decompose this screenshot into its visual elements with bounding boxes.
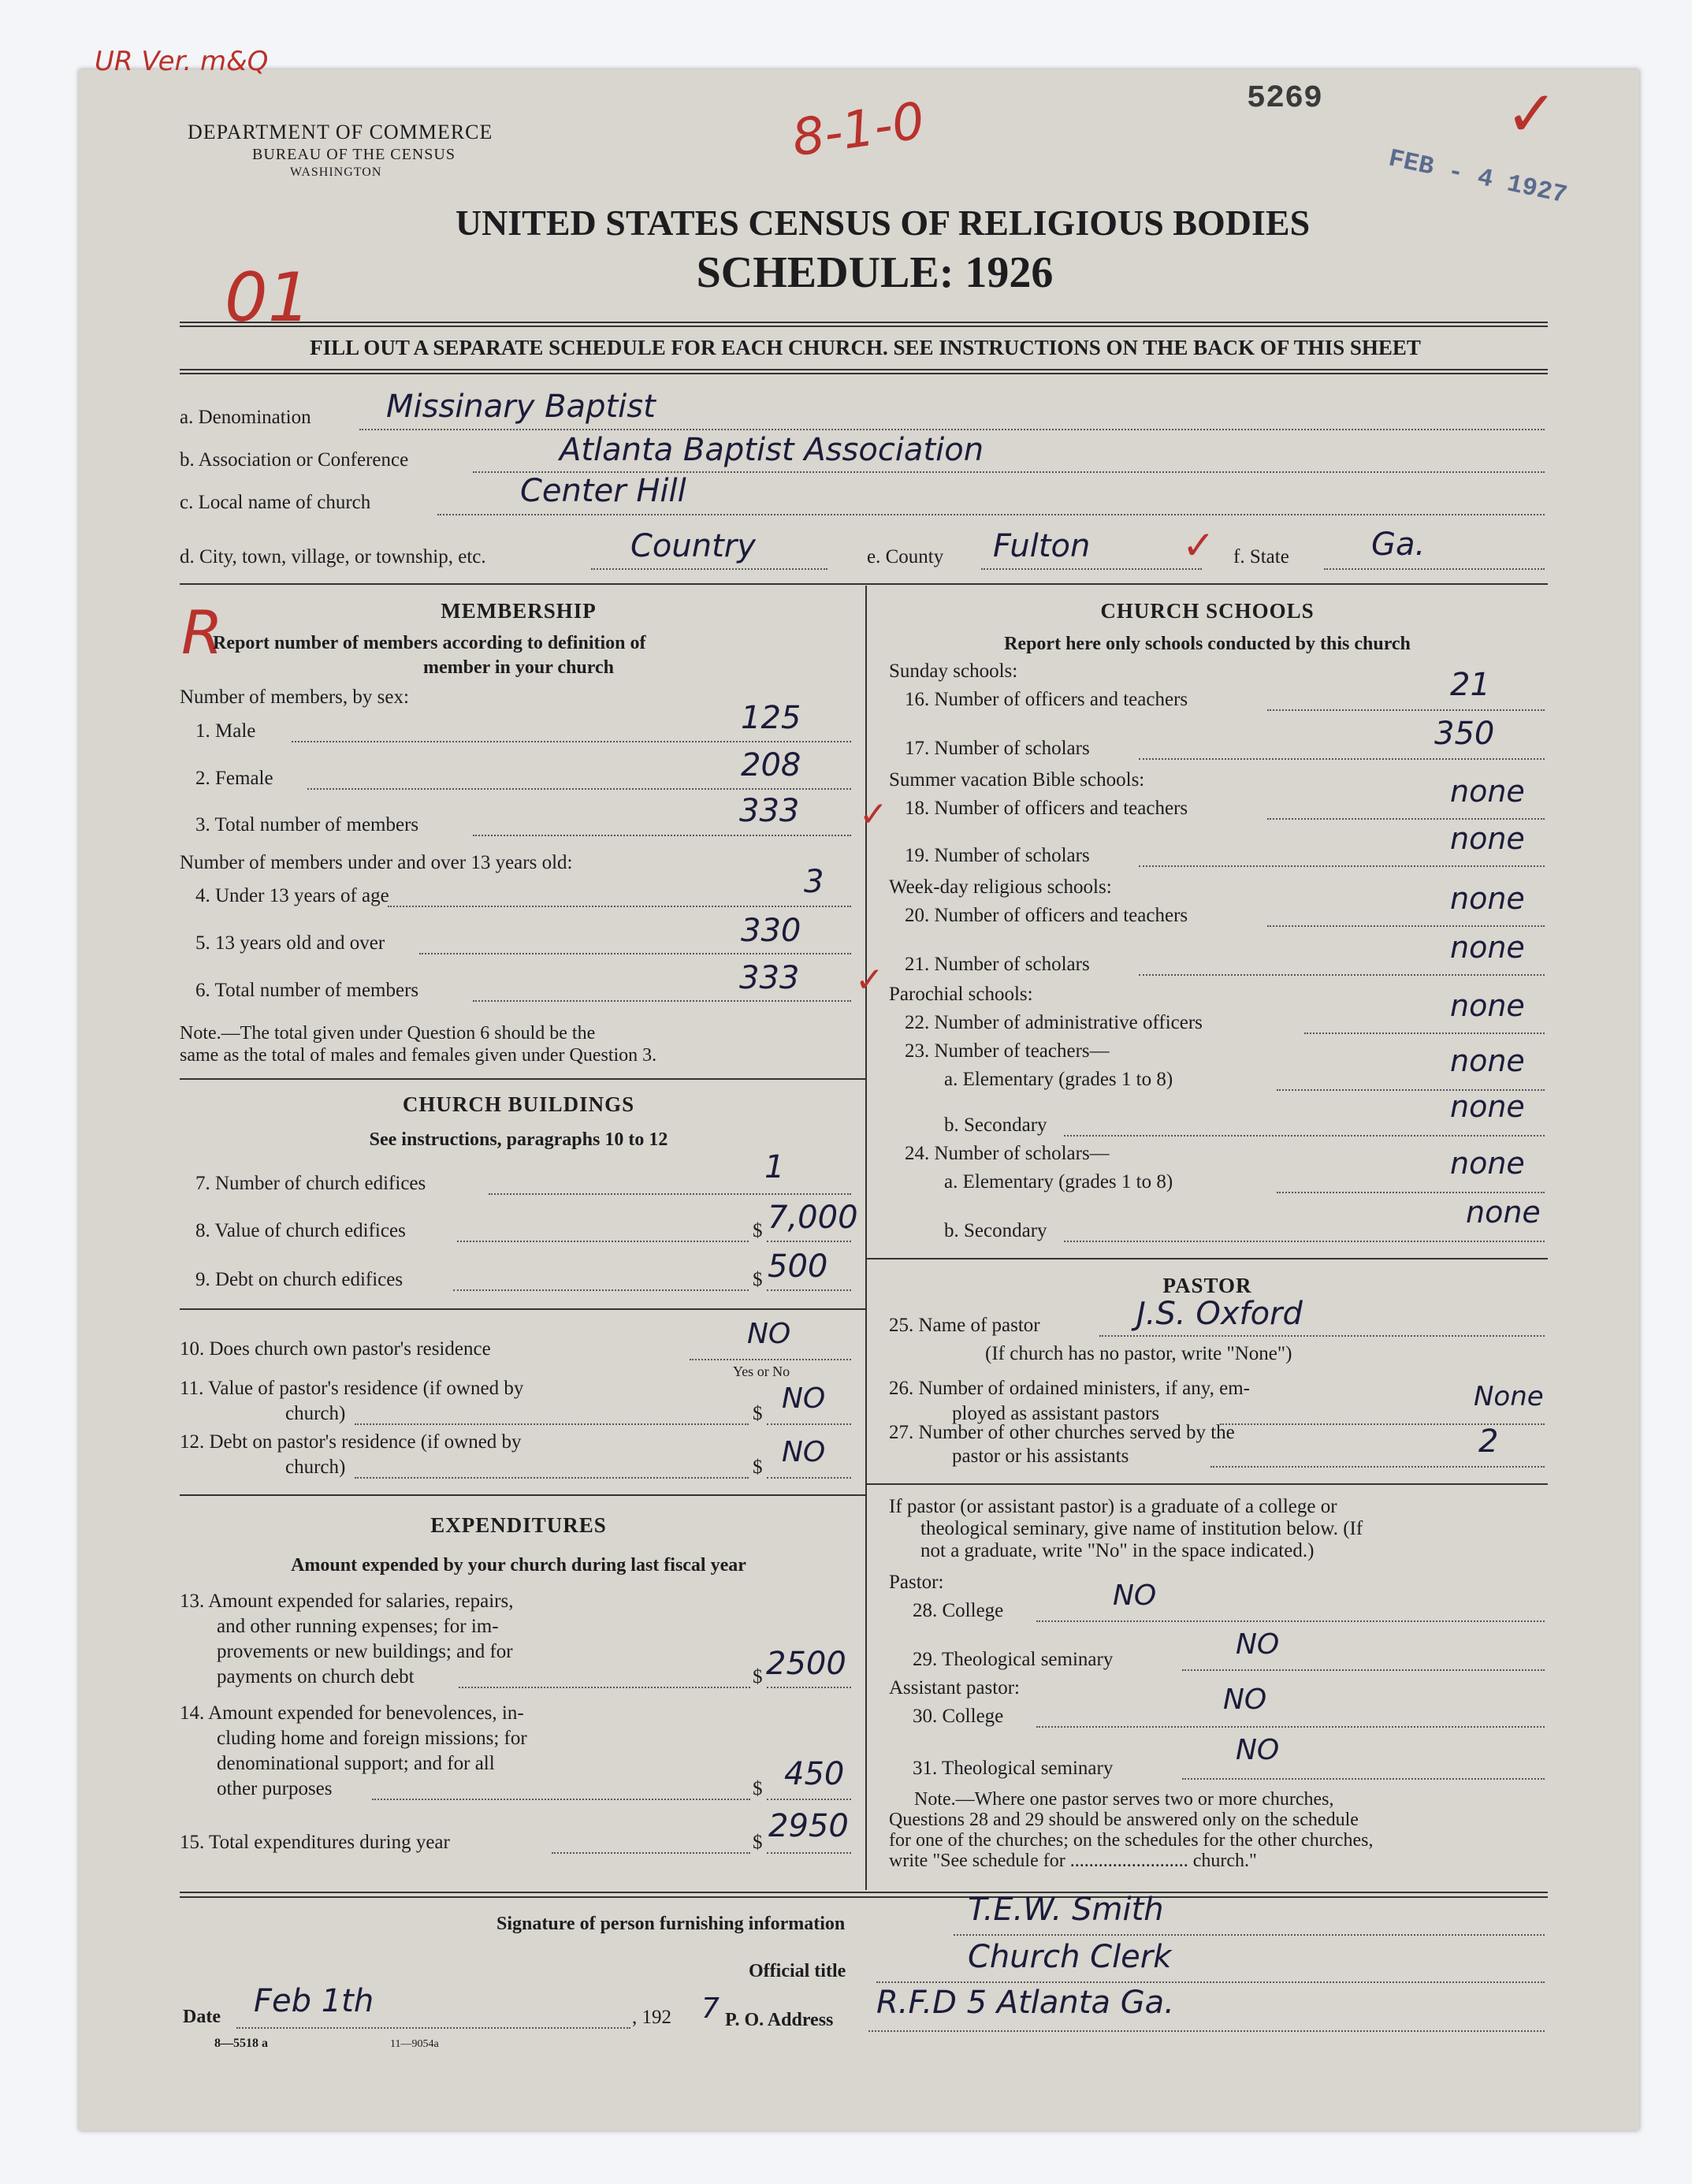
q20-label: 20. Number of officers and teachers <box>905 905 1188 926</box>
signature-value: T.E.W. Smith <box>968 1892 1164 1928</box>
q21-label: 21. Number of scholars <box>905 954 1090 975</box>
graduate-instruction-2: theological seminary, give name of institution below. (If <box>920 1518 1363 1539</box>
q10-value: NO <box>747 1318 791 1350</box>
q9-value: 500 <box>768 1248 828 1285</box>
q15-value: 2950 <box>768 1808 849 1844</box>
expenditures-heading: EXPENDITURES <box>430 1513 607 1537</box>
q23-label: 23. Number of teachers— <box>905 1040 1110 1062</box>
print-number: 11—9054a <box>390 2038 439 2050</box>
q17-value: 350 <box>1434 716 1495 752</box>
membership-intro: Report number of members according to definition of <box>213 633 646 653</box>
church-name-value: Center Hill <box>520 473 686 509</box>
q5-label: 5. 13 years old and over <box>195 932 385 954</box>
q7-edifices-value: 1 <box>764 1149 785 1185</box>
q14-label: 14. Amount expended for benevolences, in- <box>180 1702 524 1724</box>
pastor-note: Note.—Where one pastor serves two or more churches, <box>914 1789 1334 1810</box>
q29-label: 29. Theological seminary <box>913 1649 1114 1670</box>
q14-dollar-sign: $ <box>753 1778 763 1799</box>
official-title-label: Official title <box>749 1961 846 1981</box>
q31-label: 31. Theological seminary <box>913 1758 1114 1779</box>
q27-value: 2 <box>1478 1423 1499 1460</box>
q15-label: 15. Total expenditures during year <box>180 1832 450 1853</box>
q3-label: 3. Total number of members <box>195 814 419 835</box>
q6-label: 6. Total number of members <box>195 980 419 1001</box>
q26-value: None <box>1474 1381 1544 1412</box>
q1-label: 1. Male <box>195 720 256 742</box>
serial-number: 5269 <box>1247 81 1323 117</box>
membership-heading: MEMBERSHIP <box>441 599 597 623</box>
q12-dollar-sign: $ <box>753 1457 763 1478</box>
q25-note: (If church has no pastor, write "None") <box>985 1343 1292 1364</box>
q5-13-and-over-value: 330 <box>741 913 801 949</box>
membership-note: Note.—The total given under Question 6 should be the <box>180 1023 596 1044</box>
q22-label: 22. Number of administrative officers <box>905 1012 1203 1033</box>
q9-dollar-sign: $ <box>753 1269 763 1290</box>
q2-label: 2. Female <box>195 768 273 789</box>
q16-value: 21 <box>1450 667 1490 703</box>
q18-label: 18. Number of officers and teachers <box>905 798 1188 819</box>
q13-label: 13. Amount expended for salaries, repairs, <box>180 1591 514 1612</box>
weekday-schools-label: Week-day religious schools: <box>889 876 1112 898</box>
q25-pastor-name-value: J.S. Oxford <box>1136 1296 1303 1332</box>
q28-value: NO <box>1113 1579 1157 1612</box>
po-address-label: P. O. Address <box>725 2010 834 2030</box>
form-title: UNITED STATES CENSUS OF RELIGIOUS BODIES <box>455 203 1311 243</box>
q17-label: 17. Number of scholars <box>905 738 1090 759</box>
q15-dollar-sign: $ <box>753 1832 763 1853</box>
q3-total-value: 333 <box>739 793 800 829</box>
pastor-note-3: for one of the churches; on the schedules for the other churches, <box>889 1830 1374 1851</box>
q8-label: 8. Value of church edifices <box>195 1220 406 1241</box>
q13-value: 2500 <box>766 1646 846 1682</box>
q6-total-value: 333 <box>739 960 800 996</box>
parochial-schools-label: Parochial schools: <box>889 984 1033 1005</box>
county-label: e. County <box>867 546 944 567</box>
q1-male-value: 125 <box>741 700 801 736</box>
census-schedule-sheet <box>79 46 1639 2130</box>
bureau-city: WASHINGTON <box>290 166 382 179</box>
review-tick: ✓ <box>1182 523 1215 568</box>
pastor-subheading: Pastor: <box>889 1572 944 1593</box>
q23a-label: a. Elementary (grades 1 to 8) <box>944 1069 1173 1090</box>
county-value: Fulton <box>993 528 1091 564</box>
q8-dollar-sign: $ <box>753 1220 763 1241</box>
q19-label: 19. Number of scholars <box>905 845 1090 866</box>
schools-subheading: Report here only schools conducted by this church <box>1004 634 1411 654</box>
q14-label-4: other purposes <box>217 1778 333 1799</box>
year-prefix: , 192 <box>632 2007 671 2028</box>
form-subtitle: SCHEDULE: 1926 <box>696 248 1054 297</box>
membership-note-2: same as the total of males and females given under Question 3. <box>180 1045 657 1066</box>
members-by-sex-label: Number of members, by sex: <box>180 686 409 708</box>
church-name-label: c. Local name of church <box>180 492 371 513</box>
q13-dollar-sign: $ <box>753 1666 763 1687</box>
denomination-value: Missinary Baptist <box>386 389 656 425</box>
q23b-label: b. Secondary <box>944 1114 1047 1136</box>
q13-label-3: provements or new buildings; and for <box>217 1641 513 1662</box>
graduate-instruction-3: not a graduate, write "No" in the space indicated.) <box>920 1540 1315 1561</box>
q9-label: 9. Debt on church edifices <box>195 1269 403 1290</box>
review-tick: ✓ <box>855 960 884 1000</box>
form-number: 8—5518 a <box>214 2037 268 2050</box>
denomination-label: a. Denomination <box>180 407 311 428</box>
separate-schedule-instruction: FILL OUT A SEPARATE SCHEDULE FOR EACH CHURCH. SEE INSTRUCTIONS ON THE BACK OF THIS SHEET <box>310 336 1421 359</box>
q27-label-2: pastor or his assistants <box>952 1445 1129 1467</box>
buildings-subheading: See instructions, paragraphs 10 to 12 <box>369 1129 668 1150</box>
year-digit-value: 7 <box>701 1992 720 2025</box>
q26-label-2: ployed as assistant pastors <box>952 1403 1160 1424</box>
check-mark: ✓ <box>1505 77 1559 151</box>
sunday-schools-label: Sunday schools: <box>889 660 1018 682</box>
q22-value: none <box>1450 988 1525 1023</box>
membership-mark: R <box>181 597 223 668</box>
association-label: b. Association or Conference <box>180 449 409 471</box>
q16-label: 16. Number of officers and teachers <box>905 689 1188 710</box>
q14-value: 450 <box>784 1756 845 1792</box>
state-label: f. State <box>1233 546 1289 567</box>
q30-value: NO <box>1223 1684 1267 1716</box>
q23b-value: none <box>1450 1089 1525 1124</box>
graduate-instruction: If pastor (or assistant pastor) is a graduate of a college or <box>889 1496 1337 1517</box>
schools-heading: CHURCH SCHOOLS <box>1100 599 1315 623</box>
pastor-heading: PASTOR <box>1162 1274 1252 1297</box>
membership-intro-2: member in your church <box>422 657 614 678</box>
q23a-value: none <box>1450 1044 1525 1078</box>
signature-label: Signature of person furnishing information <box>496 1914 846 1934</box>
official-title-value: Church Clerk <box>968 1939 1172 1975</box>
q14-label-2: cluding home and foreign missions; for <box>217 1728 527 1749</box>
q11-label-2: church) <box>285 1403 346 1424</box>
q12-label: 12. Debt on pastor's residence (if owned by <box>180 1431 522 1453</box>
code-annotation-top: 8-1-0 <box>788 91 928 169</box>
q4-label: 4. Under 13 years of age <box>195 885 389 906</box>
assistant-pastor-subheading: Assistant pastor: <box>889 1677 1020 1698</box>
code-annotation-01: 01 <box>225 259 311 337</box>
q11-dollar-sign: $ <box>753 1403 763 1424</box>
q24b-value: none <box>1466 1195 1541 1230</box>
q27-label: 27. Number of other churches served by the <box>889 1422 1235 1443</box>
yes-no-hint: Yes or No <box>733 1364 790 1379</box>
q11-value: NO <box>782 1382 826 1415</box>
association-value: Atlanta Baptist Association <box>560 432 984 468</box>
reviewer-note: UR Ver. m&Q <box>95 46 269 77</box>
q28-label: 28. College <box>913 1600 1004 1621</box>
q12-label-2: church) <box>285 1457 346 1478</box>
review-tick: ✓ <box>859 794 888 835</box>
q21-value: none <box>1450 930 1525 965</box>
q11-label: 11. Value of pastor's residence (if owned by <box>180 1378 524 1399</box>
pastor-note-4: write "See schedule for ......................... church." <box>889 1851 1257 1871</box>
q8-value: 7,000 <box>768 1200 858 1236</box>
q13-label-2: and other running expenses; for im- <box>217 1616 499 1637</box>
q24b-label: b. Secondary <box>944 1220 1047 1241</box>
q4-under-13-value: 3 <box>804 864 824 900</box>
q24a-value: none <box>1450 1146 1525 1181</box>
q10-label: 10. Does church own pastor's residence <box>180 1338 491 1360</box>
q25-label: 25. Name of pastor <box>889 1315 1040 1336</box>
q29-value: NO <box>1236 1628 1280 1661</box>
q18-value: none <box>1450 774 1525 809</box>
bureau-name: BUREAU OF THE CENSUS <box>252 146 456 163</box>
date-value: Feb 1th <box>254 1983 374 2019</box>
q13-label-4: payments on church debt <box>217 1666 415 1687</box>
pastor-note-2: Questions 28 and 29 should be answered only on the schedule <box>889 1810 1359 1830</box>
q26-label: 26. Number of ordained ministers, if any, em- <box>889 1378 1250 1399</box>
q24-label: 24. Number of scholars— <box>905 1143 1110 1164</box>
q19-value: none <box>1450 821 1525 856</box>
q20-value: none <box>1450 881 1525 916</box>
q2-female-value: 208 <box>741 747 801 783</box>
q31-value: NO <box>1236 1734 1280 1766</box>
age-heading: Number of members under and over 13 years old: <box>180 852 573 873</box>
date-label: Date <box>183 2007 221 2027</box>
city-value: Country <box>630 528 756 564</box>
buildings-heading: CHURCH BUILDINGS <box>402 1092 635 1116</box>
q12-value: NO <box>782 1436 826 1468</box>
received-date-stamp: FEB - 4 1927 <box>1385 143 1570 210</box>
q24a-label: a. Elementary (grades 1 to 8) <box>944 1171 1173 1192</box>
summer-schools-label: Summer vacation Bible schools: <box>889 769 1145 791</box>
q14-label-3: denominational support; and for all <box>217 1753 495 1774</box>
department-name: DEPARTMENT OF COMMERCE <box>188 121 493 143</box>
q30-label: 30. College <box>913 1706 1004 1727</box>
expenditures-subheading: Amount expended by your church during last fiscal year <box>291 1555 746 1576</box>
q7-label: 7. Number of church edifices <box>195 1173 426 1194</box>
po-address-value: R.F.D 5 Atlanta Ga. <box>876 1985 1174 2021</box>
city-label: d. City, town, village, or township, etc. <box>180 546 486 567</box>
state-value: Ga. <box>1371 526 1426 563</box>
